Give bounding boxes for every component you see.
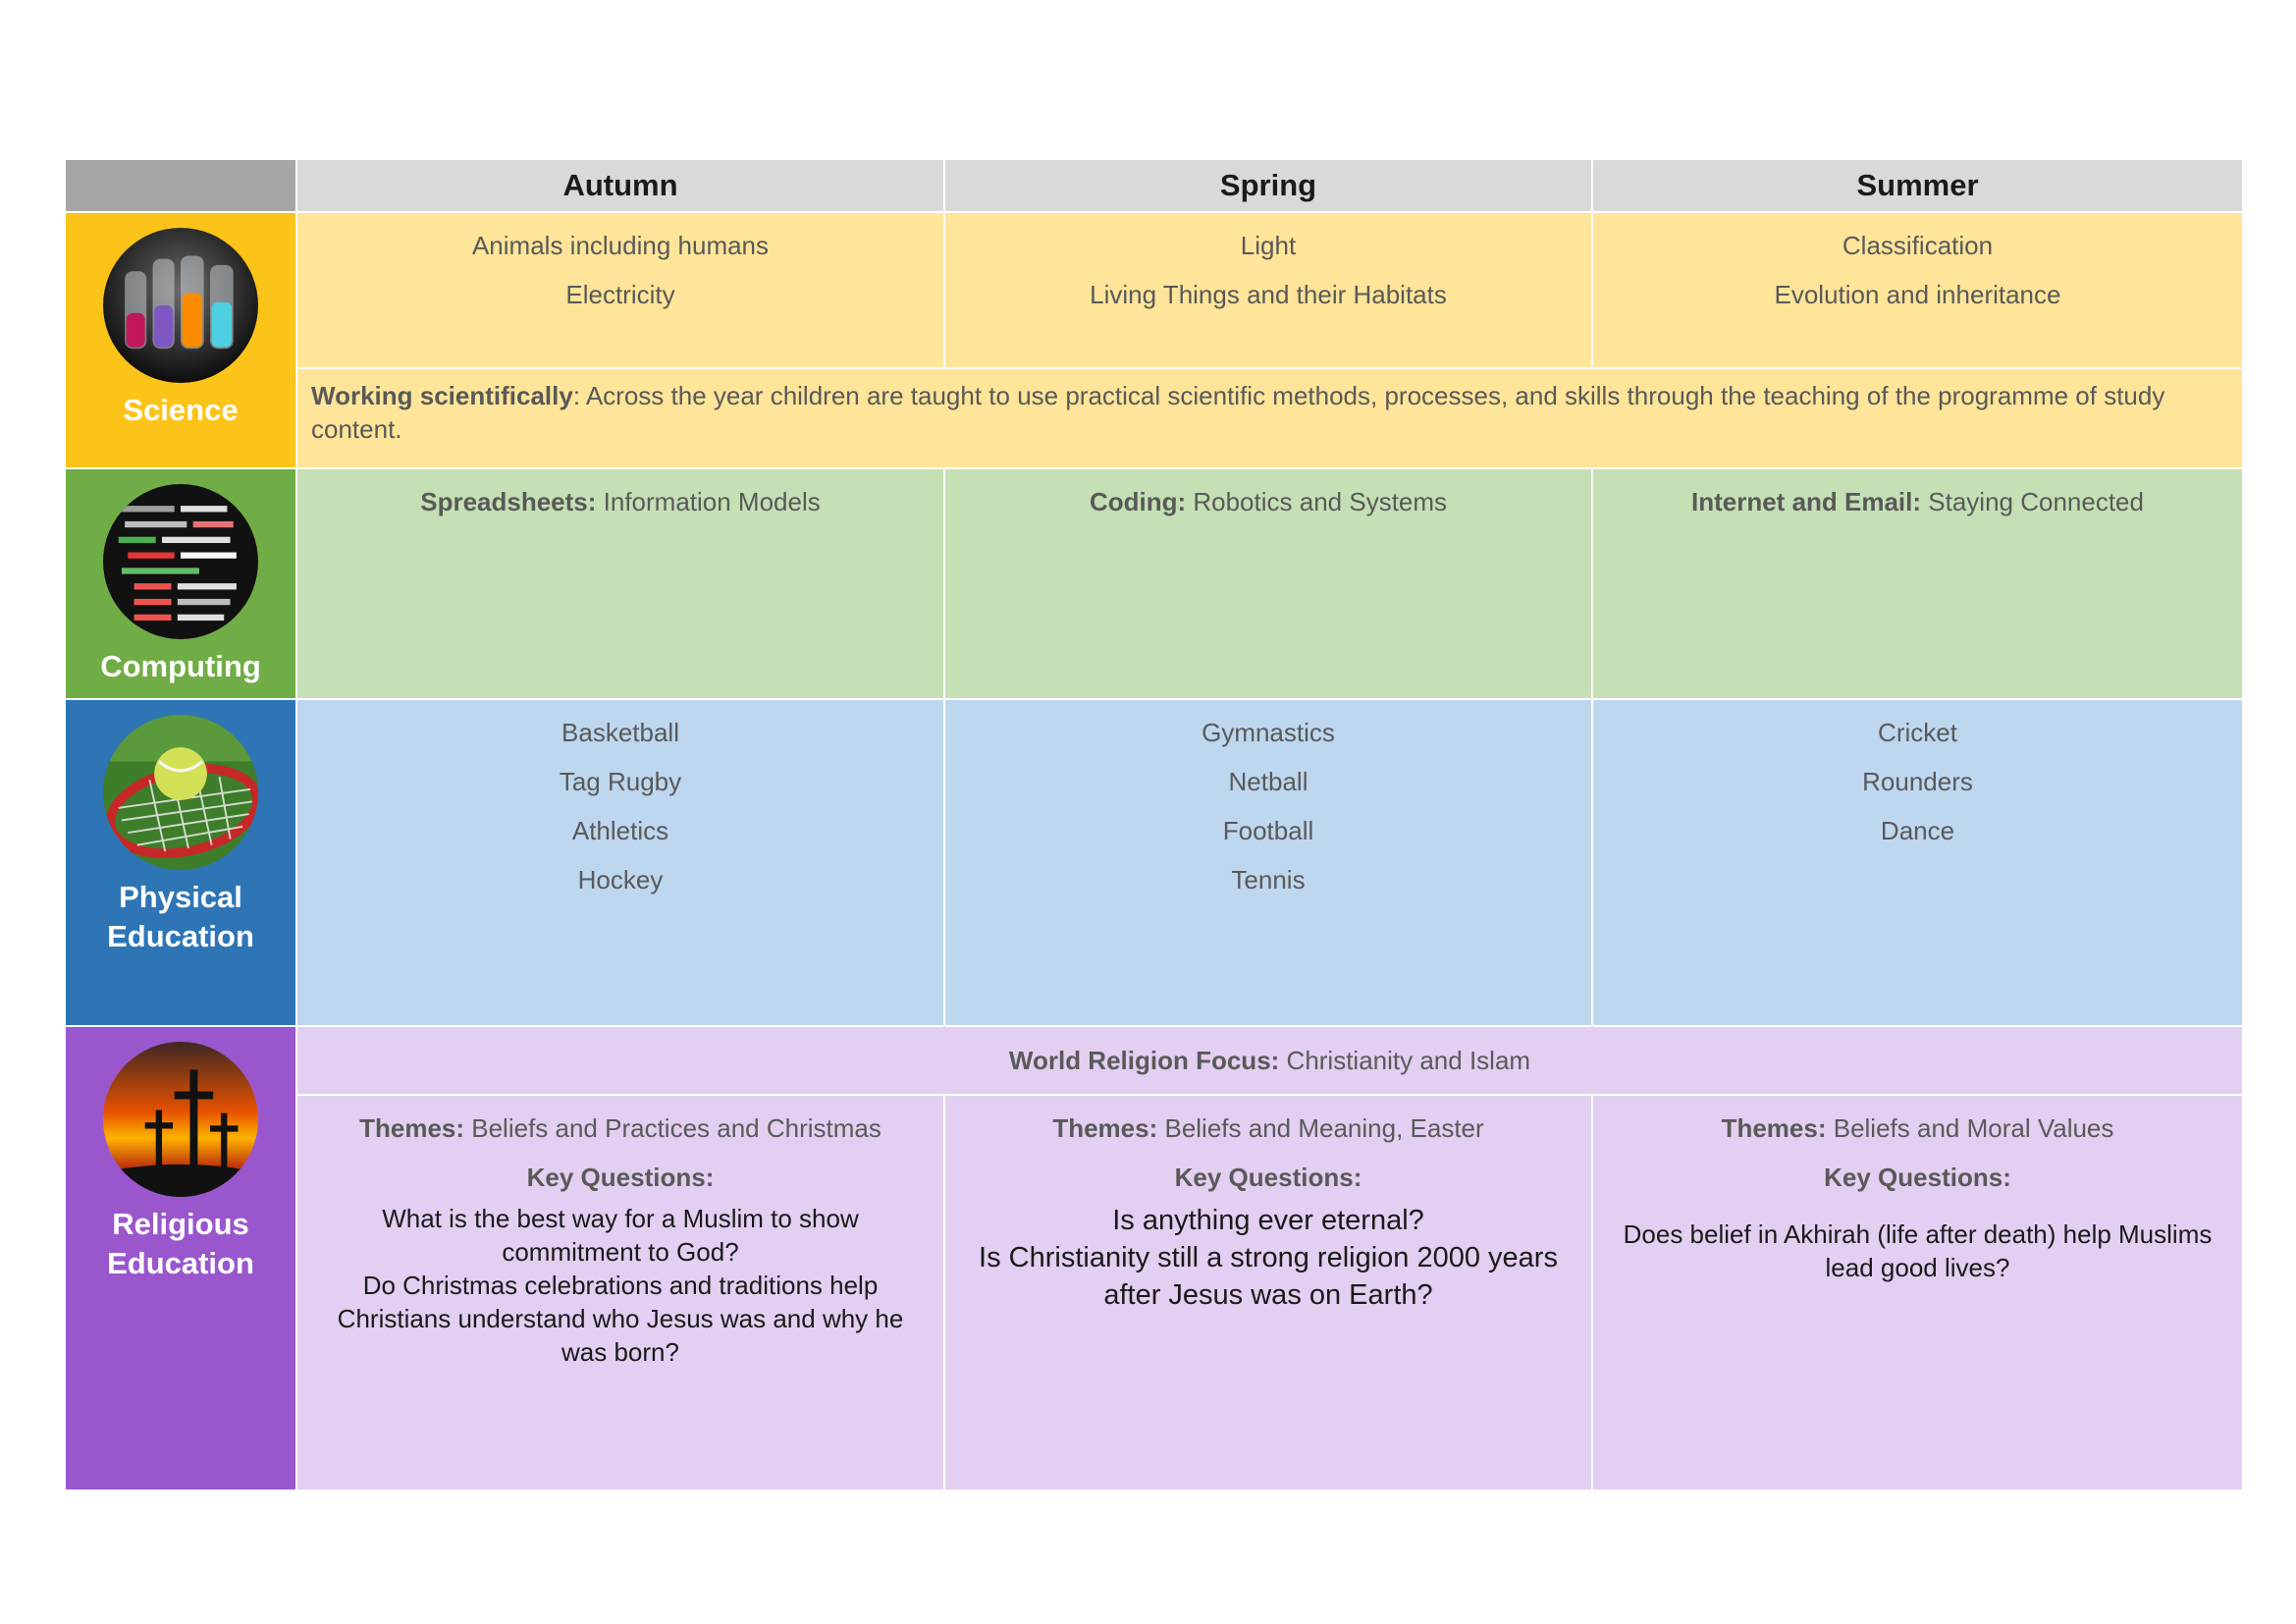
subject-label-pe-line2: Education <box>107 919 254 953</box>
working-scientifically-text: : Across the year children are taught to use practical scientific methods, processes, and skills through the teaching of the programme of study content. <box>311 381 2165 444</box>
science-spring-topic-1: Light <box>1240 231 1297 260</box>
pe-autumn-sport-2: Tag Rugby <box>559 767 682 796</box>
re-spring-theme: Beliefs and Meaning, Easter <box>1157 1113 1484 1143</box>
crosses-sunset-icon <box>103 1042 258 1197</box>
pe-summer-sport-3: Dance <box>1880 816 1955 845</box>
science-summer <box>1593 213 2242 369</box>
computing-autumn <box>297 469 945 700</box>
re-spring-question-2: Is Christianity still a strong religion 2000 years after Jesus was on Earth? <box>979 1242 1558 1311</box>
science-summer-topic-1: Classification <box>1842 231 1994 260</box>
re-summer-kq-label: Key Questions: <box>1824 1163 2011 1192</box>
pe-autumn-sport-1: Basketball <box>561 718 679 747</box>
computing-summer-topic: Staying Connected <box>1921 487 2144 516</box>
pe-spring-sport-1: Gymnastics <box>1201 718 1335 747</box>
computing-autumn-unit: Spreadsheets: <box>420 487 597 516</box>
code-screen-icon <box>103 484 258 639</box>
subject-label-re-line2: Education <box>107 1246 254 1280</box>
pe-summer <box>1593 700 2242 1027</box>
re-spring-kq-label: Key Questions: <box>1174 1163 1362 1192</box>
pe-autumn-sport-3: Athletics <box>571 816 669 845</box>
pe-summer-sport-2: Rounders <box>1862 767 1973 796</box>
re-summer-question-1: Does belief in Akhirah (life after death) help Muslims lead good lives? <box>1623 1219 2213 1282</box>
re-autumn-themes-label: Themes: <box>359 1113 465 1143</box>
pe-spring-sport-4: Tennis <box>1231 865 1306 894</box>
pe-summer-sport-1: Cricket <box>1878 718 1957 747</box>
header-autumn: Autumn <box>297 160 945 213</box>
re-spring-themes-label: Themes: <box>1052 1113 1158 1143</box>
subject-label-science: Science <box>123 393 239 427</box>
re-summer <box>1593 1096 2242 1489</box>
re-autumn-kq-label: Key Questions: <box>526 1163 715 1192</box>
pe-autumn <box>297 700 945 1027</box>
computing-spring-topic: Robotics and Systems <box>1186 487 1448 516</box>
computing-spring-unit: Coding: <box>1089 487 1187 516</box>
re-spring <box>945 1096 1593 1489</box>
re-focus-label: World Religion Focus: <box>1008 1046 1280 1075</box>
re-autumn <box>297 1096 945 1489</box>
header-summer: Summer <box>1593 160 2242 213</box>
science-autumn <box>297 213 945 369</box>
tennis-racket-ball-icon <box>103 715 258 870</box>
header-spring: Spring <box>945 160 1593 213</box>
subject-label-pe-line1: Physical <box>119 880 242 914</box>
science-spring <box>945 213 1593 369</box>
re-spring-question-1: Is anything ever eternal? <box>1112 1205 1424 1236</box>
re-autumn-question-2: Do Christmas celebrations and traditions help Christians understand who Jesus was and why he was born? <box>337 1271 904 1367</box>
science-spring-topic-2: Living Things and their Habitats <box>1090 280 1447 309</box>
science-summer-topic-2: Evolution and inheritance <box>1774 280 2061 309</box>
science-autumn-topic-1: Animals including humans <box>471 231 770 260</box>
science-working-scientifically <box>297 369 2242 469</box>
subject-label-re-line1: Religious <box>112 1207 249 1241</box>
computing-summer <box>1593 469 2242 700</box>
subject-pe <box>66 700 297 1027</box>
subject-label-computing: Computing <box>100 649 261 683</box>
re-summer-themes-label: Themes: <box>1721 1113 1827 1143</box>
pe-spring-sport-3: Football <box>1222 816 1314 845</box>
working-scientifically-label: Working scientifically <box>311 381 573 410</box>
re-summer-theme: Beliefs and Moral Values <box>1826 1113 2114 1143</box>
subject-science <box>66 213 297 469</box>
computing-spring <box>945 469 1593 700</box>
re-autumn-theme: Beliefs and Practices and Christmas <box>464 1113 881 1143</box>
pe-autumn-sport-4: Hockey <box>577 865 664 894</box>
science-autumn-topic-2: Electricity <box>565 280 675 309</box>
header-corner <box>66 160 297 213</box>
computing-autumn-topic: Information Models <box>596 487 821 516</box>
curriculum-table <box>66 160 2242 1489</box>
re-focus-text: Christianity and Islam <box>1279 1046 1531 1075</box>
computing-summer-unit: Internet and Email: <box>1691 487 1922 516</box>
re-world-religion-focus <box>297 1027 2242 1096</box>
subject-re <box>66 1027 297 1489</box>
science-beakers-icon <box>103 228 258 383</box>
pe-spring-sport-2: Netball <box>1228 767 1308 796</box>
re-autumn-question-1: What is the best way for a Muslim to show commitment to God? <box>382 1204 859 1267</box>
subject-computing <box>66 469 297 700</box>
pe-spring <box>945 700 1593 1027</box>
